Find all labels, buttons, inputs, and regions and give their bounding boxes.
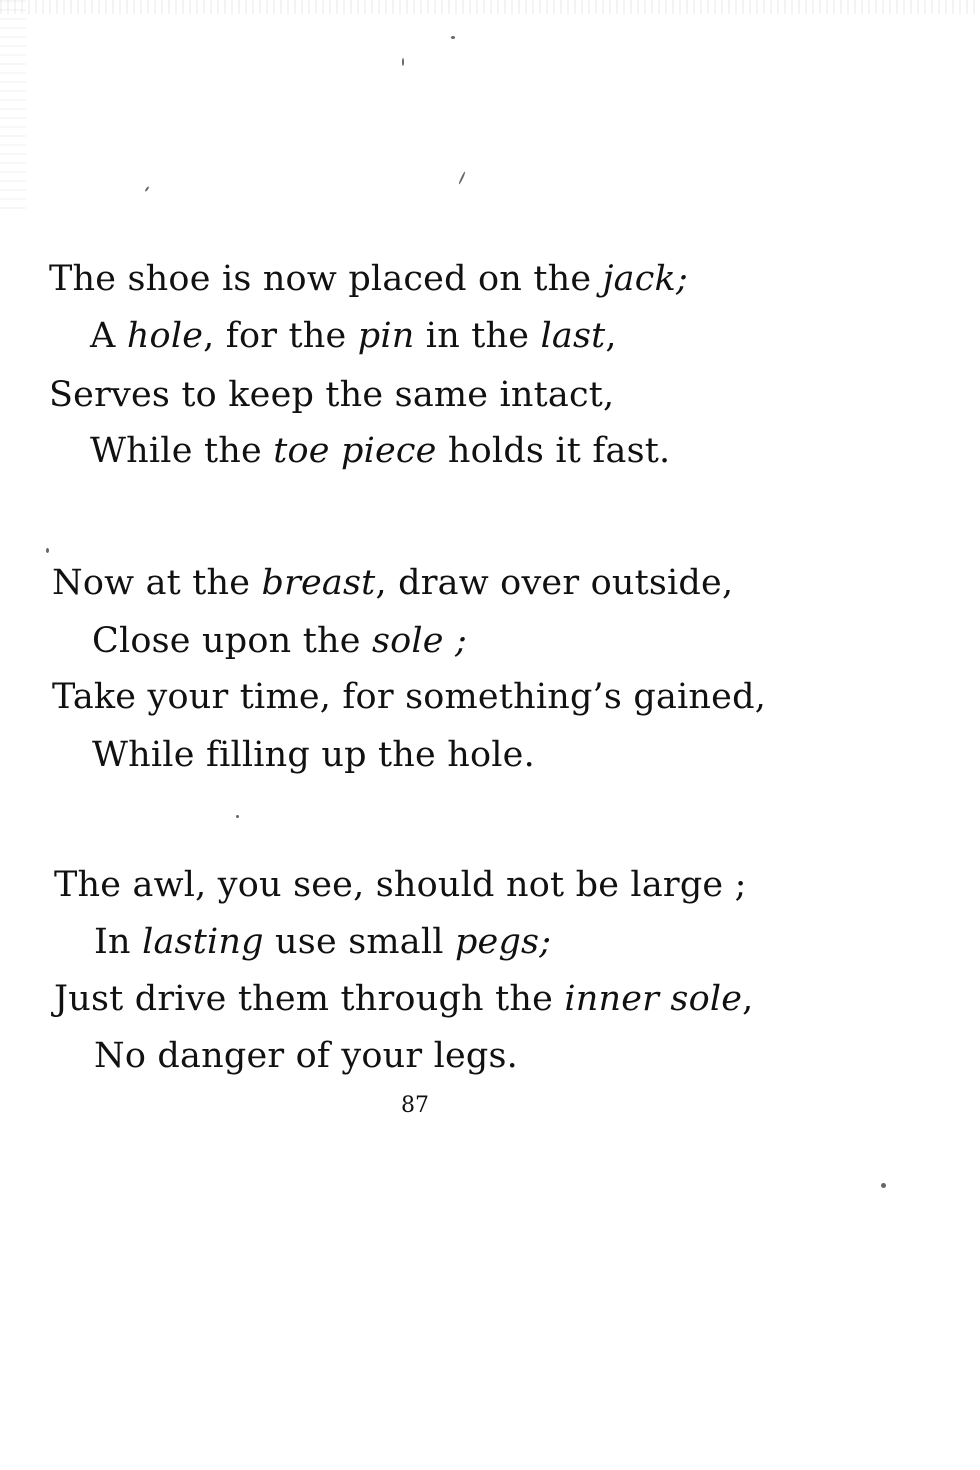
poem-line	[94, 922, 552, 962]
line-text: Now at the	[52, 563, 262, 603]
page-edge-speckle-left	[0, 0, 26, 210]
stray-mark	[881, 1183, 886, 1188]
line-text: ,	[742, 979, 754, 1019]
line-text: ,	[605, 316, 617, 356]
poem-line	[54, 979, 754, 1019]
poem-line	[94, 1036, 519, 1076]
italic-line-text: breast	[261, 563, 376, 603]
line-text: use small	[263, 922, 455, 962]
stray-mark	[144, 186, 149, 192]
poem-line	[54, 865, 747, 905]
stray-mark	[46, 548, 49, 553]
line-text: , draw over outside,	[375, 563, 734, 603]
stray-mark	[451, 36, 455, 39]
line-text: The shoe is now placed on the	[49, 259, 603, 299]
line-text: A	[90, 316, 127, 356]
line-text: No danger of your legs.	[94, 1036, 519, 1076]
poem-line	[52, 563, 734, 603]
line-text: Take your time, for something’s gained,	[52, 677, 767, 717]
line-text: While the	[90, 431, 274, 471]
line-text: Serves to keep the same intact,	[49, 375, 615, 415]
poem-line	[92, 735, 535, 775]
italic-line-text: toe piece	[273, 431, 437, 471]
poem-line	[90, 316, 617, 356]
italic-line-text: jack;	[602, 259, 688, 299]
page-number: 87	[401, 1093, 429, 1118]
poem-line	[90, 431, 671, 471]
line-text: in the	[414, 316, 541, 356]
poem-line	[49, 259, 688, 299]
line-text: While filling up the hole.	[92, 735, 535, 775]
line-text: The awl, you see, should not be large ;	[54, 865, 747, 905]
page-edge-speckle	[0, 0, 980, 14]
stray-mark	[402, 58, 404, 66]
italic-line-text: last	[540, 316, 606, 356]
italic-line-text: pin	[357, 316, 415, 356]
poem-line	[49, 375, 615, 415]
italic-line-text: lasting	[142, 922, 264, 962]
line-text: , for the	[203, 316, 358, 356]
italic-line-text: hole	[126, 316, 204, 356]
line-text: holds it fast.	[436, 431, 671, 471]
poem-line	[52, 677, 767, 717]
poem-line	[92, 621, 468, 661]
italic-line-text: inner sole	[564, 979, 743, 1019]
italic-line-text: pegs;	[454, 922, 552, 962]
line-text: In	[94, 922, 143, 962]
stray-mark	[458, 171, 466, 185]
stray-mark	[236, 815, 239, 818]
italic-line-text: sole ;	[371, 621, 468, 661]
line-text: Close upon the	[92, 621, 372, 661]
line-text: Just drive them through the	[54, 979, 565, 1019]
